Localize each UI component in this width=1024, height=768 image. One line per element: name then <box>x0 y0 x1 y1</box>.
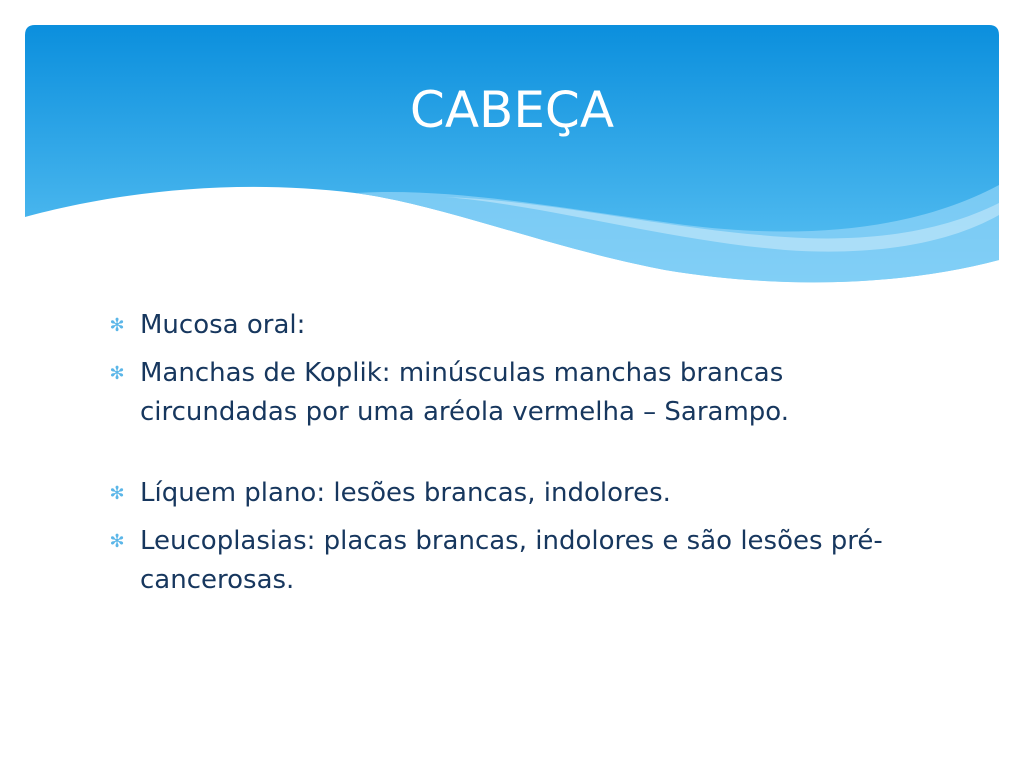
bullet-text: Mucosa oral: <box>140 310 306 340</box>
list-item <box>108 354 928 432</box>
asterisk-icon: ✻ <box>109 483 125 504</box>
bullet-text: Líquem plano: lesões brancas, indolores. <box>140 478 671 508</box>
slide-title: CABEÇA <box>409 81 615 139</box>
wave-banner-graphic <box>25 25 999 295</box>
asterisk-icon: ✻ <box>109 531 125 552</box>
list-item <box>108 474 928 513</box>
asterisk-icon: ✻ <box>109 363 125 384</box>
header-banner <box>25 25 999 295</box>
list-item <box>108 522 928 600</box>
bullet-text: Leucoplasias: placas brancas, indolores e são lesões pré-cancerosas. <box>140 526 883 595</box>
list-item <box>108 306 928 345</box>
asterisk-icon: ✻ <box>109 315 125 336</box>
bullet-list <box>108 306 928 609</box>
bullet-text: Manchas de Koplik: minúsculas manchas brancas circundadas por uma aréola vermelha – Sarampo. <box>140 358 790 427</box>
